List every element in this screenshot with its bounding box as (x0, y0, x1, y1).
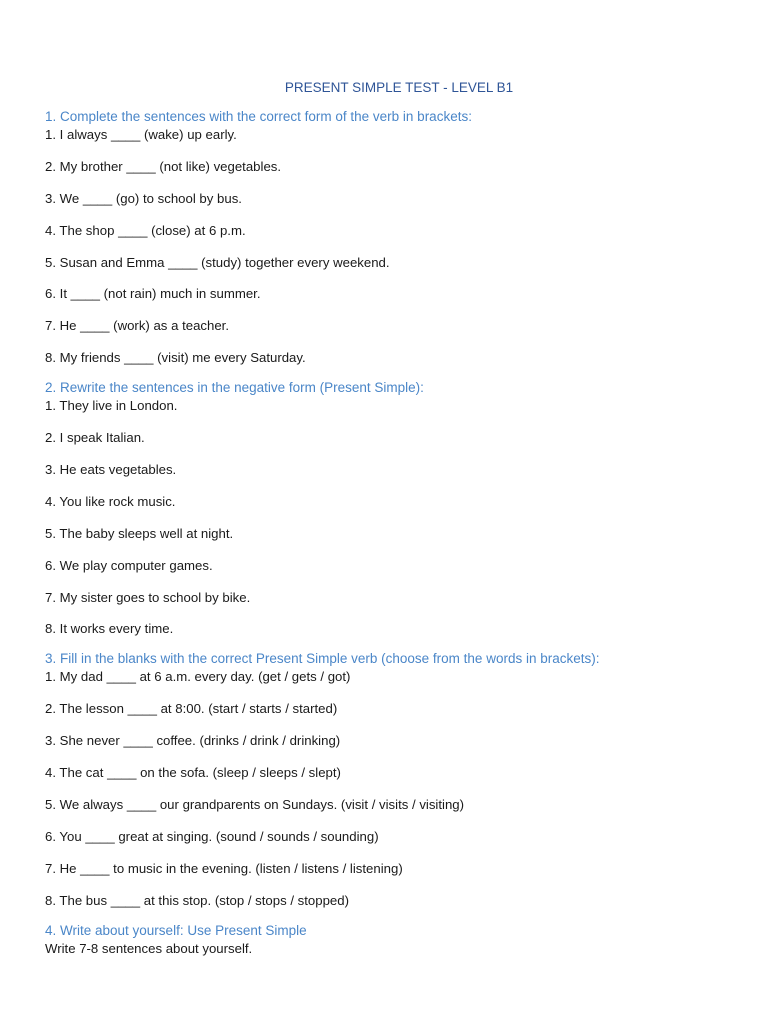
exercise-item: 7. He ____ to music in the evening. (listen / listens / listening) (45, 860, 403, 876)
exercise-list (45, 668, 725, 909)
exercise-item: 5. Susan and Emma ____ (study) together every weekend. (45, 254, 390, 270)
instruction-text: Write 7-8 sentences about yourself. (45, 940, 253, 956)
exercise-item: 5. We always ____ our grandparents on Sundays. (visit / visits / visiting) (45, 797, 465, 813)
exercise-item: 3. He eats vegetables. (45, 462, 177, 478)
section-heading: 4. Write about yourself: Use Present Simple (45, 922, 307, 938)
exercise-item: 3. We ____ (go) to school by bus. (45, 190, 242, 206)
section-2 (45, 379, 725, 638)
document-title: PRESENT SIMPLE TEST - LEVEL B1 (284, 80, 514, 95)
exercise-item: 8. It works every time. (45, 621, 174, 637)
section-heading: 3. Fill in the blanks with the correct Present Simple verb (choose from the words in brackets): (45, 651, 600, 667)
exercise-item: 5. The baby sleeps well at night. (45, 525, 234, 541)
exercise-list (45, 397, 725, 638)
exercise-item: 2. The lesson ____ at 8:00. (start / starts / started) (45, 701, 338, 717)
document-page (45, 78, 725, 958)
section-heading: 1. Complete the sentences with the correct form of the verb in brackets: (45, 109, 472, 124)
exercise-item: 1. My dad ____ at 6 a.m. every day. (get / gets / got) (45, 669, 351, 685)
exercise-item: 7. He ____ (work) as a teacher. (45, 318, 229, 334)
exercise-item: 7. My sister goes to school by bike. (45, 589, 251, 605)
exercise-item: 6. You ____ great at singing. (sound / sounds / sounding) (45, 828, 379, 844)
exercise-item: 1. They live in London. (45, 398, 178, 414)
exercise-item: 2. My brother ____ (not like) vegetables. (45, 158, 282, 174)
exercise-item: 8. My friends ____ (visit) me every Saturday. (45, 350, 306, 366)
section-heading: 2. Rewrite the sentences in the negative form (Present Simple): (45, 380, 424, 396)
exercise-item: 4. You like rock music. (45, 493, 176, 509)
exercise-item: 4. The cat ____ on the sofa. (sleep / sleeps / slept) (45, 765, 341, 781)
exercise-list (45, 126, 725, 367)
exercise-item: 2. I speak Italian. (45, 430, 145, 446)
exercise-item: 4. The shop ____ (close) at 6 p.m. (45, 222, 246, 238)
section-4 (45, 922, 725, 958)
exercise-item: 3. She never ____ coffee. (drinks / drink / drinking) (45, 733, 341, 749)
exercise-item: 6. We play computer games. (45, 557, 213, 573)
section-1 (45, 108, 725, 367)
exercise-item: 8. The bus ____ at this stop. (stop / stops / stopped) (45, 892, 349, 908)
section-3 (45, 650, 725, 909)
exercise-item: 1. I always ____ (wake) up early. (45, 127, 237, 142)
exercise-item: 6. It ____ (not rain) much in summer. (45, 286, 261, 302)
